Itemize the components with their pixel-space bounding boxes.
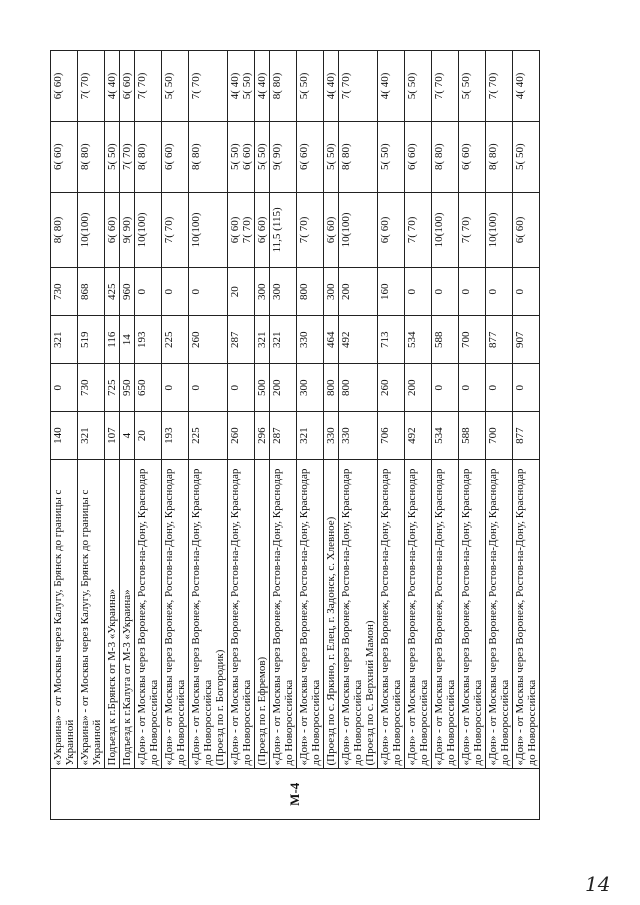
value-cell-c2: 200 [270, 364, 297, 412]
value-cell-c7: 4( 40) [105, 51, 120, 122]
value-cell-c4: 300 [324, 268, 339, 316]
table-row [255, 51, 270, 820]
value-cell-c1: 287 [270, 412, 297, 460]
value-cell-c5: 7( 70) [297, 192, 324, 268]
table-row [324, 51, 339, 820]
value-cell-c1: 296 [255, 412, 270, 460]
value-cell-c5: 6( 60) [513, 192, 540, 268]
value-cell-c4: 425 [105, 268, 120, 316]
value-cell-c4: 300 [270, 268, 297, 316]
value-cell-c6: 5( 50) [513, 121, 540, 192]
value-cell-c5: 6( 60) [378, 192, 405, 268]
route-name-cell [189, 460, 228, 769]
value-cell-c2: 0 [486, 364, 513, 412]
route-name-cell [486, 460, 513, 769]
route-name: «Дон» - от Москвы через Воронеж, Ростов-на-Дону, Краснодар до Новороссийска [514, 468, 538, 766]
value-cell-c5: 10(100) [486, 192, 513, 268]
value-cell-c4: 0 [513, 268, 540, 316]
table-row [135, 51, 162, 820]
table-row [105, 51, 120, 820]
route-name: Подъезд к г.Калуга от М-3 «Украина» [121, 589, 133, 766]
route-name-cell [78, 460, 105, 769]
table-row [339, 51, 378, 820]
value-cell-c4: 0 [162, 268, 189, 316]
value-cell-c6: 5( 50) [324, 121, 339, 192]
value-cell-c1: 4 [120, 412, 135, 460]
value-cell-c1: 321 [297, 412, 324, 460]
value-cell-c7: 5( 50) [297, 51, 324, 122]
value-cell-c1: 534 [432, 412, 459, 460]
page-number: 14 [585, 872, 611, 896]
route-name-cell [513, 460, 540, 769]
value-cell-c2: 500 [255, 364, 270, 412]
value-cell-c1: 140 [51, 412, 78, 460]
value-cell-c2: 0 [51, 364, 78, 412]
value-cell-c4: 200 [339, 268, 378, 316]
route-name-cell [297, 460, 324, 769]
route-name-cell [432, 460, 459, 769]
value-cell-c4: 730 [51, 268, 78, 316]
value-cell-c2: 725 [105, 364, 120, 412]
value-cell-c1: 260 [228, 412, 255, 460]
value-cell-c6: 5( 50) [378, 121, 405, 192]
value-cell-c5: 6( 60) [255, 192, 270, 268]
value-cell-c2: 950 [120, 364, 135, 412]
value-cell-c1: 225 [189, 412, 228, 460]
road-label-cell: М-4 [51, 769, 540, 820]
table-row [486, 51, 513, 820]
value-cell-c3: 877 [486, 316, 513, 364]
value-cell-c5: 7( 70) [459, 192, 486, 268]
value-cell-c4: 868 [78, 268, 105, 316]
route-name: «Дон» - от Москвы через Воронеж, Ростов-на-Дону, Краснодар до Новороссийска [487, 468, 511, 766]
road-limits-table [50, 50, 540, 820]
value-cell-c3: 464 [324, 316, 339, 364]
table-row [378, 51, 405, 820]
route-name: «Дон» - от Москвы через Воронеж, Ростов-на-Дону, Краснодар до Новороссийска [406, 468, 430, 766]
value-cell-c5: 9( 90) [120, 192, 135, 268]
value-cell-c2: 0 [162, 364, 189, 412]
value-cell-c2: 800 [339, 364, 378, 412]
value-cell-c2: 200 [405, 364, 432, 412]
value-cell-c5: 10(100) [135, 192, 162, 268]
value-cell-c2: 0 [189, 364, 228, 412]
value-cell-c7: 5( 50) [162, 51, 189, 122]
value-cell-c4: 0 [459, 268, 486, 316]
value-cell-c6: 6( 60) [297, 121, 324, 192]
table-row [297, 51, 324, 820]
route-name-cell [405, 460, 432, 769]
value-cell-c2: 0 [513, 364, 540, 412]
table-row [78, 51, 105, 820]
route-name: «Дон» - от Москвы через Воронеж, Ростов-на-Дону, Краснодар до Новороссийска [163, 468, 187, 766]
value-cell-c7: 5( 50) [459, 51, 486, 122]
value-cell-c7: 8( 80) [270, 51, 297, 122]
table-row [51, 51, 78, 820]
value-cell-c2: 300 [297, 364, 324, 412]
value-cell-c1: 330 [339, 412, 378, 460]
route-name: «Дон» - от Москвы через Воронеж, Ростов-на-Дону, Краснодар до Новороссийска [229, 468, 253, 766]
route-name: «Украина» - от Москвы через Калугу, Брянск до границы с Украиной [52, 489, 76, 766]
route-name-cell [51, 460, 78, 769]
route-name: «Дон» - от Москвы через Воронеж, Ростов-на-Дону, Краснодар до Новороссийска [379, 468, 403, 766]
value-cell-c3: 260 [189, 316, 228, 364]
value-cell-c6: 8( 80) [339, 121, 378, 192]
route-name: «Дон» - от Москвы через Воронеж, Ростов-на-Дону, Краснодар до Новороссийска [460, 468, 484, 766]
table-row [189, 51, 228, 820]
value-cell-c4: 960 [120, 268, 135, 316]
value-cell-c6: 6( 60) [459, 121, 486, 192]
value-cell-c2: 0 [432, 364, 459, 412]
route-name-cell [270, 460, 297, 769]
value-cell-c7: 6( 60) [51, 51, 78, 122]
value-cell-c2: 0 [228, 364, 255, 412]
route-name: «Дон» - от Москвы через Воронеж, Ростов-на-Дону, Краснодар до Новороссийска [190, 468, 214, 766]
route-subnote: (Проезд по г. Богородик) [214, 649, 226, 766]
value-cell-c3: 519 [78, 316, 105, 364]
route-name: (Проезд по г. Ефремов) [256, 656, 268, 766]
table-row [228, 51, 255, 820]
value-cell-c7: 7( 70) [135, 51, 162, 122]
value-cell-c1: 588 [459, 412, 486, 460]
table-row [120, 51, 135, 820]
value-cell-c5: 6( 60) [324, 192, 339, 268]
value-cell-c3: 321 [270, 316, 297, 364]
route-name-cell [378, 460, 405, 769]
value-cell-c3: 193 [135, 316, 162, 364]
value-cell-c1: 700 [486, 412, 513, 460]
value-cell-c3: 907 [513, 316, 540, 364]
route-name: «Дон» - от Москвы через Воронеж, Ростов-на-Дону, Краснодар до Новороссийска [340, 468, 364, 766]
value-cell-c4: 0 [189, 268, 228, 316]
value-cell-c6: 8( 80) [189, 121, 228, 192]
value-cell-c4: 0 [405, 268, 432, 316]
value-cell-c3: 588 [432, 316, 459, 364]
route-name-cell [459, 460, 486, 769]
value-cell-c6: 8( 80) [135, 121, 162, 192]
value-cell-c4: 160 [378, 268, 405, 316]
value-cell-c6: 8( 80) [486, 121, 513, 192]
value-cell-c5: 10(100) [432, 192, 459, 268]
value-cell-c4: 300 [255, 268, 270, 316]
route-name: «Дон» - от Москвы через Воронеж, Ростов-на-Дону, Краснодар до Новороссийска [298, 468, 322, 766]
value-cell-c6: 8( 80) [432, 121, 459, 192]
route-name-cell [120, 460, 135, 769]
value-cell-c5: 7( 70) [405, 192, 432, 268]
value-cell-c7: 7( 70) [432, 51, 459, 122]
rotated-page-container [50, 50, 590, 820]
table-body [51, 51, 540, 820]
value-cell-c7: 4( 40) [255, 51, 270, 122]
value-cell-c7: 5( 50) [405, 51, 432, 122]
table-row [513, 51, 540, 820]
value-cell-c1: 706 [378, 412, 405, 460]
value-cell-c3: 713 [378, 316, 405, 364]
value-cell-c5: 11,5 (115) [270, 192, 297, 268]
value-cell-c4: 0 [432, 268, 459, 316]
value-cell-c3: 321 [51, 316, 78, 364]
value-cell-c1: 877 [513, 412, 540, 460]
table-row [270, 51, 297, 820]
route-name: «Дон» - от Москвы через Воронеж, Ростов-на-Дону, Краснодар до Новороссийска [136, 468, 160, 766]
value-cell-c7: 7( 70) [189, 51, 228, 122]
value-cell-c7: 7( 70) [486, 51, 513, 122]
value-cell-c6: 5( 50) 6( 60) [228, 121, 255, 192]
route-name: Подъезд к г.Брянск от М-3 «Украина» [106, 588, 118, 766]
value-cell-c4: 20 [228, 268, 255, 316]
value-cell-c4: 0 [486, 268, 513, 316]
route-name-cell [228, 460, 255, 769]
value-cell-c6: 6( 60) [405, 121, 432, 192]
value-cell-c7: 4( 40) 5( 50) [228, 51, 255, 122]
value-cell-c5: 8( 80) [51, 192, 78, 268]
value-cell-c6: 5( 50) [105, 121, 120, 192]
route-subnote: (Проезд по с. Верхний Мамон) [364, 620, 376, 766]
value-cell-c1: 330 [324, 412, 339, 460]
value-cell-c3: 116 [105, 316, 120, 364]
route-name-cell [162, 460, 189, 769]
value-cell-c6: 5( 50) [255, 121, 270, 192]
table-container [50, 50, 590, 820]
value-cell-c5: 6( 60) 7( 70) [228, 192, 255, 268]
route-name: «Дон» - от Москвы через Воронеж, Ростов-на-Дону, Краснодар до Новороссийска [433, 468, 457, 766]
value-cell-c2: 0 [459, 364, 486, 412]
value-cell-c5: 10(100) [78, 192, 105, 268]
value-cell-c3: 225 [162, 316, 189, 364]
value-cell-c3: 700 [459, 316, 486, 364]
value-cell-c3: 321 [255, 316, 270, 364]
value-cell-c1: 492 [405, 412, 432, 460]
table-row [405, 51, 432, 820]
value-cell-c7: 7( 70) [339, 51, 378, 122]
value-cell-c3: 14 [120, 316, 135, 364]
route-name: «Дон» - от Москвы через Воронеж, Ростов-на-Дону, Краснодар до Новороссийска [271, 468, 295, 766]
value-cell-c2: 800 [324, 364, 339, 412]
value-cell-c6: 6( 60) [162, 121, 189, 192]
table-row [459, 51, 486, 820]
value-cell-c3: 492 [339, 316, 378, 364]
value-cell-c3: 330 [297, 316, 324, 364]
value-cell-c4: 800 [297, 268, 324, 316]
value-cell-c3: 287 [228, 316, 255, 364]
value-cell-c6: 7( 70) [120, 121, 135, 192]
value-cell-c2: 650 [135, 364, 162, 412]
value-cell-c5: 10(100) [339, 192, 378, 268]
value-cell-c7: 4( 40) [378, 51, 405, 122]
route-name: (Проезд по с. Яркино, г. Елец, г. Задонск, с. Хлевное) [325, 516, 337, 766]
value-cell-c1: 193 [162, 412, 189, 460]
route-name-cell [105, 460, 120, 769]
table-row [432, 51, 459, 820]
route-name-cell [255, 460, 270, 769]
value-cell-c1: 321 [78, 412, 105, 460]
value-cell-c1: 107 [105, 412, 120, 460]
value-cell-c7: 6( 60) [120, 51, 135, 122]
value-cell-c5: 7( 70) [162, 192, 189, 268]
value-cell-c2: 730 [78, 364, 105, 412]
value-cell-c6: 9( 90) [270, 121, 297, 192]
value-cell-c7: 7( 70) [78, 51, 105, 122]
value-cell-c5: 6( 60) [105, 192, 120, 268]
route-name-cell [135, 460, 162, 769]
value-cell-c4: 0 [135, 268, 162, 316]
value-cell-c5: 10(100) [189, 192, 228, 268]
route-name-cell [339, 460, 378, 769]
value-cell-c3: 534 [405, 316, 432, 364]
value-cell-c1: 20 [135, 412, 162, 460]
route-name: «Украина» - от Москвы через Калугу, Брянск до границы с Украиной [79, 489, 103, 766]
value-cell-c7: 4( 40) [324, 51, 339, 122]
value-cell-c6: 8( 80) [78, 121, 105, 192]
value-cell-c2: 260 [378, 364, 405, 412]
value-cell-c7: 4( 40) [513, 51, 540, 122]
value-cell-c6: 6( 60) [51, 121, 78, 192]
table-row [162, 51, 189, 820]
route-name-cell [324, 460, 339, 769]
